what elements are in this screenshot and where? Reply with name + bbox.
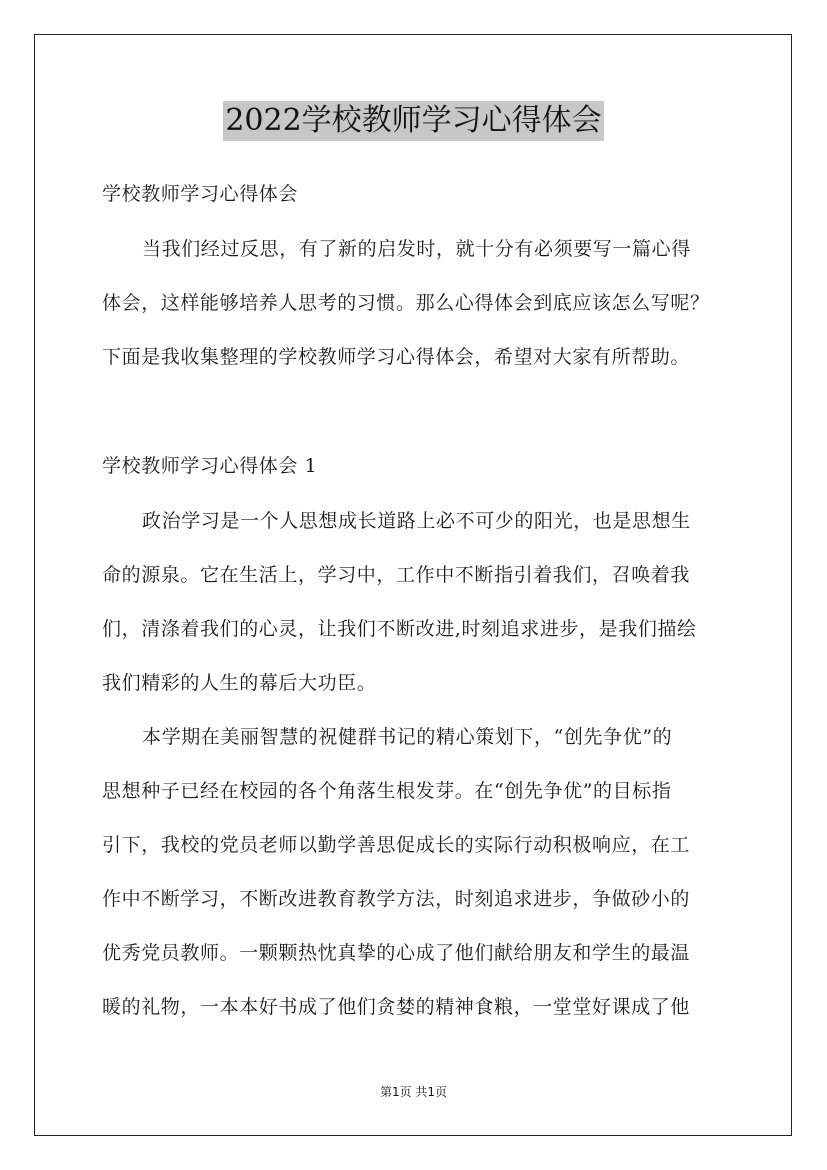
paragraph-line: 优秀党员教师。一颗颗热忱真挚的心成了他们献给朋友和学生的最温	[102, 942, 691, 964]
paragraph-line: 思想种子已经在校园的各个角落生根发芽。在“创先争优”的目标指	[102, 780, 672, 802]
intro-line: 下面是我收集整理的学校教师学习心得体会，希望对大家有所帮助。	[102, 346, 691, 368]
paragraph-line: 本学期在美丽智慧的祝健群书记的精心策划下，“创先争优”的	[142, 726, 673, 748]
subheading-1: 学校教师学习心得体会 1	[102, 455, 318, 477]
paragraph-line: 我们精彩的人生的幕后大功臣。	[102, 672, 377, 694]
page-footer: 第1页 共1页	[379, 1085, 448, 1099]
paragraph-line: 们，清涤着我们的心灵，让我们不断改进,时刻追求进步，是我们描绘	[102, 618, 697, 640]
paragraph-line: 政治学习是一个人思想成长道路上必不可少的阳光，也是思想生	[142, 510, 691, 532]
section-heading: 学校教师学习心得体会	[102, 183, 299, 205]
document-title: 2022学校教师学习心得体会	[223, 101, 603, 141]
paragraph-line: 命的源泉。它在生活上，学习中，工作中不断指引着我们，召唤着我	[102, 564, 691, 586]
paragraph-line: 暖的礼物，一本本好书成了他们贪婪的精神食粮，一堂堂好课成了他	[102, 996, 691, 1018]
paragraph-line: 作中不断学习，不断改进教育教学方法，时刻追求进步，争做砂小的	[102, 888, 691, 910]
intro-line: 体会，这样能够培养人思考的习惯。那么心得体会到底应该怎么写呢？	[102, 292, 710, 314]
intro-line: 当我们经过反思，有了新的启发时，就十分有必须要写一篇心得	[142, 238, 691, 260]
paragraph-line: 引下，我校的党员老师以勤学善思促成长的实际行动积极响应，在工	[102, 834, 691, 856]
title-wrap	[0, 101, 827, 141]
